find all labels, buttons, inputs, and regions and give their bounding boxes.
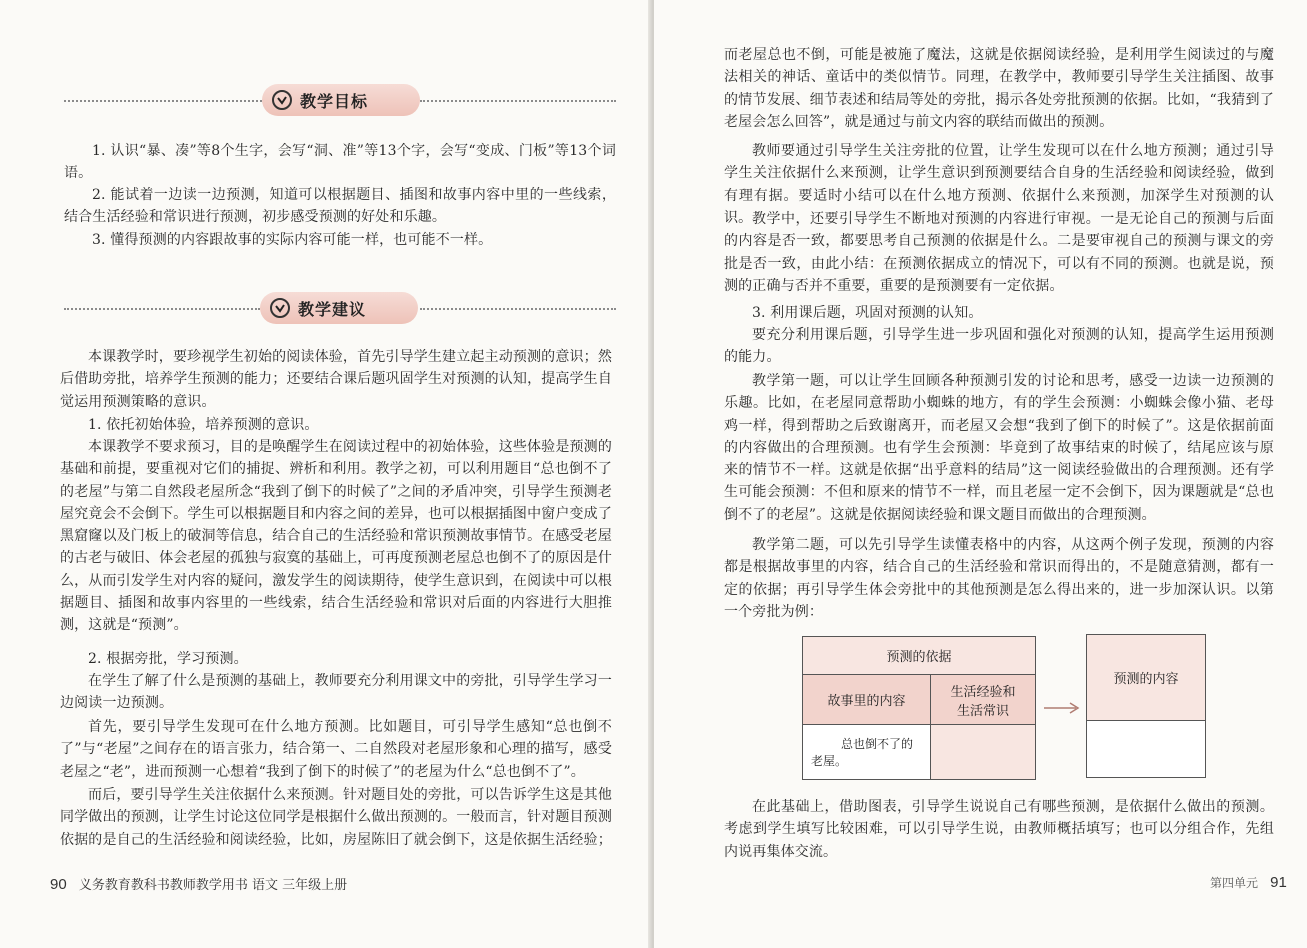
content-header: 预测的内容 bbox=[1087, 635, 1205, 721]
paragraph-2: 教师要通过引导学生关注旁批的位置，让学生发现可以在什么地方预测；通过引导学生关注依据什么来预测，让学生意识到预测要结合自身的生活经验和阅读经验，做到有理有据。要适时小结可以在什么地方预测、依据什么来预测，加深学生对预测的认识。 bbox=[724, 143, 1274, 226]
story-column-header: 故事里的内容 bbox=[803, 675, 931, 725]
story-example-cell bbox=[803, 725, 931, 779]
section-header-goals bbox=[64, 84, 616, 116]
subsection-title-1: 1. 依托初始体验，培养预测的意识。 bbox=[88, 417, 319, 433]
page-number: 90 bbox=[50, 876, 67, 893]
paragraph-1: 而老屋总也不倒，可能是被施了魔法，这就是依据阅读经验，是利用学生阅读过的与魔法相关的神话、童话中的类似情节。同理，在教学中，教师要引导学生关注插图、故事的情节发展、细节表述和结局等处的旁批，揭示各处旁批预测的依据。比如，“我猜到了老屋会怎么回答”，就是通过与前文内容的联结而做出的预测。 bbox=[724, 47, 1274, 130]
paragraph-4: 3. 利用课后题，巩固对预测的认知。 bbox=[752, 305, 983, 321]
section-pill bbox=[260, 292, 418, 324]
basis-table bbox=[802, 636, 1036, 780]
subsection-title-2: 2. 根据旁批，学习预测。 bbox=[88, 651, 248, 667]
left-page bbox=[0, 0, 652, 948]
arrow-icon bbox=[1042, 700, 1082, 716]
example-line-2: 老屋。 bbox=[811, 754, 848, 768]
example-line-1: 总也倒不了的 bbox=[841, 737, 914, 751]
section-title: 教学目标 bbox=[300, 91, 369, 111]
dotted-divider bbox=[420, 100, 616, 102]
subsection-body-2c: 而后，要引导学生关注依据什么来预测。针对题目处的旁批，可以告诉学生这是其他同学做出的预测，让学生讨论这位同学是根据什么做出预测的。一般而言，针对题目预测依据的是自己的生活经验和阅读经验，比如，房屋陈旧了就会倒下，这是依据生活经验； bbox=[60, 787, 612, 848]
section-header-advice bbox=[64, 292, 616, 324]
paragraph-3: 教学中，还要引导学生不断地对预测的内容进行审视。一是无论自己的预测与后面的内容是否一致，都要思考自己预测的依据是什么。二是要审视自己的预测与课文的旁批是否一致，由此小结：在预测依据成立的情况下，可以有不同的预测。也就是说，预测的正确与否并不重要，重要的是预测要有一定依据。 bbox=[724, 211, 1274, 294]
right-footer bbox=[1210, 874, 1287, 891]
section-pill bbox=[262, 84, 420, 116]
right-page bbox=[654, 0, 1307, 948]
paragraph-8: 在此基础上，借助图表，引导学生说说自己有哪些预测，是依据什么做出的预测。考虑到学生填写比较困难，可以引导学生说，由教师概括填写；也可以分组合作，先组内说再集体交流。 bbox=[724, 799, 1274, 860]
content-table bbox=[1086, 634, 1206, 778]
paragraph-7: 教学第二题，可以先引导学生读懂表格中的内容，从这两个例子发现，预测的内容都是根据故事里的内容，结合自己的生活经验和常识而得出的，不是随意猜测，都有一定的依据；再引导学生体会旁批中的其他预测是怎么得出来的，进一步加深认识。以第一个旁批为例： bbox=[724, 537, 1274, 620]
check-circle-icon bbox=[270, 298, 290, 318]
life-column-line-1: 生活经验和 bbox=[950, 684, 1016, 700]
life-column-header bbox=[931, 675, 1035, 725]
dotted-divider bbox=[420, 308, 616, 310]
book-title: 义务教育教科书教师教学用书 语文 三年级上册 bbox=[78, 878, 348, 893]
subsection-body-1: 本课教学不要求预习，目的是唤醒学生在阅读过程中的初始体验，这些体验是预测的基础和前提，要重视对它们的捕捉、辨析和利用。教学之初，可以利用题目“总也倒不了的老屋”与第二自然段老屋所念“我到了倒下的时候了”之间的矛盾冲突，引导学生预测老屋究竟会不会倒下。学生可以根据题目和内容之间的差异，也可以根据插图中窗户变成了黑窟窿以及门板上的破洞等信息，结合自己的生活经验和常识预测故事情节。在感受老屋的古老与破旧、体会老屋的孤独与寂寞的基础上，可再度预测老屋总也倒不了的原因是什么，从而引发学生对内容的疑问，激发学生的阅读期待，使学生意识到，在阅读中可以根据题目、插图和故事内容里的一些线索，结合生活经验和常识对后面的内容进行大胆推测，这就是“预测”。 bbox=[60, 439, 612, 634]
paragraph-6: 教学第一题，可以让学生回顾各种预测引发的讨论和思考，感受一边读一边预测的乐趣。比如，在老屋同意帮助小蜘蛛的地方，有的学生会预测：小蜘蛛会像小猫、老母鸡一样，得到帮助之后致谢离开，而老屋又会想“我到了倒下的时候了”。这是依据前面的内容做出的合理预测。也有学生会预测：毕竟到了故事结束的时候了，结尾应该与原来的情节不一样。这就是依据“出乎意料的结局”这一阅读经验做出的合理预测。还有学生可能会预测：不但和原来的情节不一样，而且老屋一定不会倒下，因为课题就是“总也倒不了的老屋”。这就是依据阅读经验和课文题目而做出的合理预测。 bbox=[724, 373, 1274, 523]
dotted-divider bbox=[64, 100, 262, 102]
check-circle-icon bbox=[272, 90, 292, 110]
life-column-line-2: 生活常识 bbox=[956, 703, 1009, 719]
goal-item-2: 2. 能试着一边读一边预测，知道可以根据题目、插图和故事内容中里的一些线索，结合生活经验和常识进行预测，初步感受预测的好处和乐趣。 bbox=[64, 187, 616, 226]
section-title: 教学建议 bbox=[298, 299, 367, 319]
page-number: 91 bbox=[1270, 874, 1287, 891]
goal-item-3: 3. 懂得预测的内容跟故事的实际内容可能一样，也可能不一样。 bbox=[92, 232, 493, 248]
unit-label: 第四单元 bbox=[1210, 876, 1259, 890]
dotted-divider bbox=[64, 308, 260, 310]
paragraph-5: 要充分利用课后题，引导学生进一步巩固和强化对预测的认知，提高学生运用预测的能力。 bbox=[724, 327, 1274, 366]
subsection-body-2b: 首先，要引导学生发现可在什么地方预测。比如题目，可引导学生感知“总也倒不了”与“老屋”之间存在的语言张力，结合第一、二自然段对老屋形象和心理的描写，感受老屋之“老”，进而预测一心想着“我到了倒下的时候了”的老屋为什么“总也倒不了”。 bbox=[60, 719, 612, 780]
basis-header: 预测的依据 bbox=[803, 637, 1035, 675]
goal-item-1: 1. 认识“暴、凑”等8个生字，会写“洞、准”等13个字，会写“变成、门板”等13个词语。 bbox=[64, 143, 616, 182]
content-empty-cell bbox=[1087, 721, 1205, 777]
life-example-cell bbox=[931, 725, 1035, 779]
intro-paragraph: 本课教学时，要珍视学生初始的阅读体验，首先引导学生建立起主动预测的意识；然后借助旁批，培养学生预测的能力；还要结合课后题巩固学生对预测的认知，提高学生自觉运用预测策略的意识。 bbox=[60, 349, 612, 410]
left-footer bbox=[50, 874, 347, 893]
subsection-body-2a: 在学生了解了什么是预测的基础上，教师要充分利用课文中的旁批，引导学生学习一边阅读一边预测。 bbox=[60, 673, 612, 712]
